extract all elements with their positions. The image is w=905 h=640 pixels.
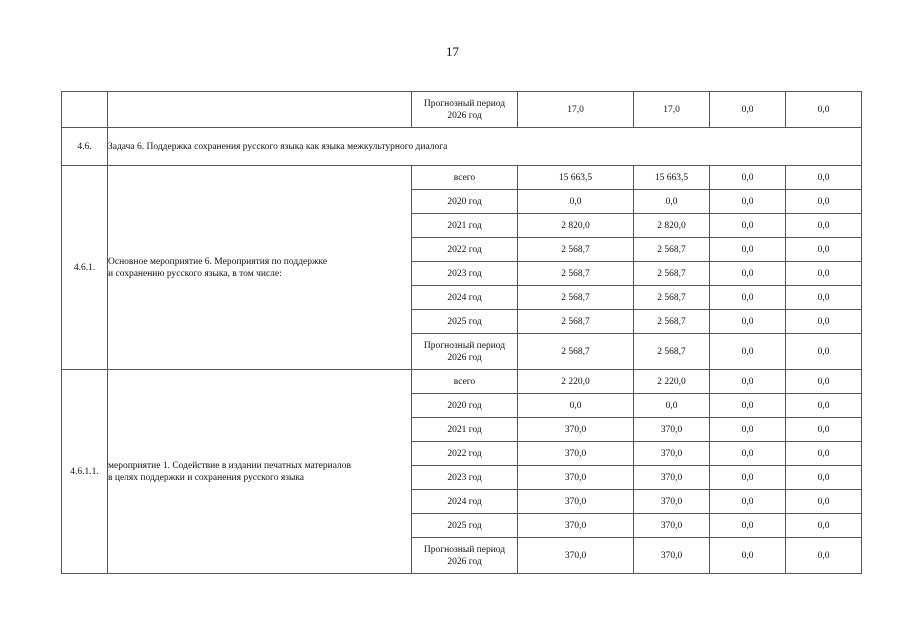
period-cell: 2024 год bbox=[412, 286, 518, 310]
value-cell: 0,0 bbox=[518, 190, 634, 214]
value-cell: 15 663,5 bbox=[634, 166, 710, 190]
period-cell: 2023 год bbox=[412, 262, 518, 286]
value-cell: 2 568,7 bbox=[634, 310, 710, 334]
value-cell: 0,0 bbox=[786, 286, 862, 310]
value-cell: 0,0 bbox=[786, 538, 862, 574]
code-cell bbox=[62, 92, 108, 128]
item-name: мероприятие 1. Содействие в издании печатных материалов в целях поддержки и сохранения русского языка bbox=[108, 370, 412, 574]
period-cell: 2020 год bbox=[412, 190, 518, 214]
period-cell: 2024 год bbox=[412, 490, 518, 514]
value-cell: 15 663,5 bbox=[518, 166, 634, 190]
value-cell: 0,0 bbox=[786, 394, 862, 418]
value-cell: 370,0 bbox=[518, 466, 634, 490]
value-cell: 0,0 bbox=[786, 490, 862, 514]
period-cell: 2025 год bbox=[412, 310, 518, 334]
value-cell: 370,0 bbox=[518, 418, 634, 442]
value-cell: 370,0 bbox=[634, 490, 710, 514]
value-cell: 370,0 bbox=[634, 442, 710, 466]
item-code: 4.6.1.1. bbox=[62, 370, 108, 574]
value-cell: 2 568,7 bbox=[634, 262, 710, 286]
name-cell bbox=[108, 92, 412, 128]
value-cell: 2 568,7 bbox=[634, 334, 710, 370]
period-cell: 2021 год bbox=[412, 418, 518, 442]
period-cell: всего bbox=[412, 370, 518, 394]
value-cell: 370,0 bbox=[518, 442, 634, 466]
value-cell: 0,0 bbox=[518, 394, 634, 418]
value-cell: 2 568,7 bbox=[634, 286, 710, 310]
budget-table-body bbox=[62, 92, 862, 574]
value-cell: 0,0 bbox=[786, 214, 862, 238]
value-cell: 0,0 bbox=[786, 310, 862, 334]
value-cell: 370,0 bbox=[634, 466, 710, 490]
task-code: 4.6. bbox=[62, 128, 108, 166]
value-cell: 0,0 bbox=[710, 370, 786, 394]
item-name: Основное мероприятие 6. Мероприятия по поддержке и сохранению русского языка, в том числе: bbox=[108, 166, 412, 370]
value-cell: 0,0 bbox=[710, 238, 786, 262]
value-cell: 0,0 bbox=[710, 262, 786, 286]
value-cell: 0,0 bbox=[710, 514, 786, 538]
value-cell: 370,0 bbox=[518, 538, 634, 574]
value-cell: 0,0 bbox=[634, 394, 710, 418]
value-cell: 370,0 bbox=[634, 538, 710, 574]
value-cell: 0,0 bbox=[786, 334, 862, 370]
period-cell: Прогнозный период 2026 год bbox=[412, 334, 518, 370]
value-cell: 370,0 bbox=[634, 514, 710, 538]
value-cell: 0,0 bbox=[710, 334, 786, 370]
value-cell: 370,0 bbox=[518, 514, 634, 538]
table-row bbox=[62, 92, 862, 128]
value-cell: 0,0 bbox=[710, 490, 786, 514]
value-cell: 2 568,7 bbox=[518, 238, 634, 262]
value-cell: 2 568,7 bbox=[518, 262, 634, 286]
value-cell: 0,0 bbox=[786, 514, 862, 538]
item-code: 4.6.1. bbox=[62, 166, 108, 370]
value-cell: 2 568,7 bbox=[518, 310, 634, 334]
value-cell: 0,0 bbox=[786, 166, 862, 190]
value-cell: 0,0 bbox=[710, 310, 786, 334]
task-title: Задача 6. Поддержка сохранения русского языка как языка межкультурного диалога bbox=[108, 128, 862, 166]
task-row bbox=[62, 128, 862, 166]
budget-table bbox=[61, 91, 862, 574]
value-cell: 0,0 bbox=[710, 166, 786, 190]
value-cell: 0,0 bbox=[710, 214, 786, 238]
value-cell: 2 820,0 bbox=[518, 214, 634, 238]
value-cell: 0,0 bbox=[786, 370, 862, 394]
value-cell: 0,0 bbox=[710, 92, 786, 128]
period-cell: 2022 год bbox=[412, 442, 518, 466]
value-cell: 0,0 bbox=[786, 466, 862, 490]
period-cell: всего bbox=[412, 166, 518, 190]
value-cell: 0,0 bbox=[710, 442, 786, 466]
value-cell: 0,0 bbox=[710, 538, 786, 574]
value-cell: 2 220,0 bbox=[518, 370, 634, 394]
value-cell: 0,0 bbox=[786, 190, 862, 214]
value-cell: 2 568,7 bbox=[518, 286, 634, 310]
table-row bbox=[62, 166, 862, 190]
value-cell: 370,0 bbox=[634, 418, 710, 442]
table-row bbox=[62, 370, 862, 394]
value-cell: 0,0 bbox=[634, 190, 710, 214]
period-cell bbox=[412, 92, 518, 128]
value-cell: 2 568,7 bbox=[634, 238, 710, 262]
period-cell: 2020 год bbox=[412, 394, 518, 418]
value-cell: 0,0 bbox=[710, 466, 786, 490]
value-cell: 2 568,7 bbox=[518, 334, 634, 370]
value-cell: 0,0 bbox=[786, 92, 862, 128]
period-cell: 2025 год bbox=[412, 514, 518, 538]
value-cell: 2 220,0 bbox=[634, 370, 710, 394]
page-number: 17 bbox=[446, 44, 459, 59]
value-cell: 0,0 bbox=[786, 238, 862, 262]
value-cell: 0,0 bbox=[786, 418, 862, 442]
value-cell: 0,0 bbox=[710, 418, 786, 442]
value-cell: 0,0 bbox=[710, 190, 786, 214]
value-cell: 0,0 bbox=[710, 394, 786, 418]
value-cell: 0,0 bbox=[710, 286, 786, 310]
value-cell: 17,0 bbox=[634, 92, 710, 128]
value-cell: 0,0 bbox=[786, 262, 862, 286]
value-cell: 0,0 bbox=[786, 442, 862, 466]
period-cell: 2023 год bbox=[412, 466, 518, 490]
value-cell: 2 820,0 bbox=[634, 214, 710, 238]
period-cell: 2022 год bbox=[412, 238, 518, 262]
value-cell: 17,0 bbox=[518, 92, 634, 128]
period-cell: 2021 год bbox=[412, 214, 518, 238]
period-label: Прогнозный период 2026 год bbox=[423, 98, 506, 121]
period-cell: Прогнозный период 2026 год bbox=[412, 538, 518, 574]
value-cell: 370,0 bbox=[518, 490, 634, 514]
